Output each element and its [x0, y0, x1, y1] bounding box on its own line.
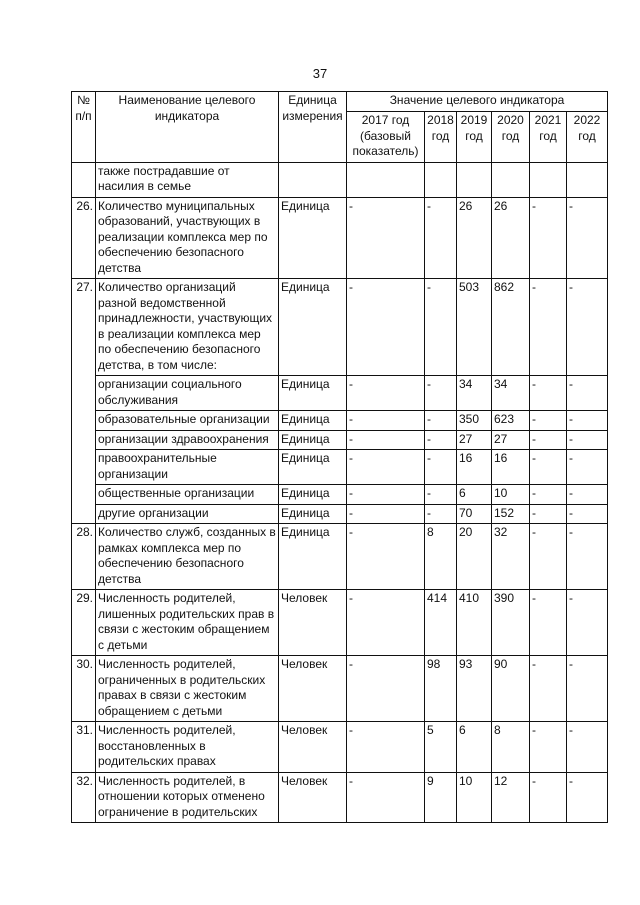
row-value: - — [347, 524, 425, 590]
row-value: - — [347, 450, 425, 485]
row-num — [72, 162, 96, 197]
header-year: 2022 год — [567, 112, 608, 163]
table-subrow — [72, 430, 608, 450]
row-value: - — [567, 485, 608, 505]
indicators-table — [71, 91, 608, 823]
table-body — [72, 162, 608, 823]
row-value: 10 — [457, 772, 492, 823]
row-value: - — [567, 450, 608, 485]
table-subrow — [72, 485, 608, 505]
row-value: 93 — [457, 656, 492, 722]
row-value: - — [347, 722, 425, 773]
row-num: 30. — [72, 656, 96, 722]
header-num: № п/п — [72, 92, 96, 163]
row-num: 32. — [72, 772, 96, 823]
row-value: 10 — [492, 485, 530, 505]
row-name: Количество организаций разной ведомственной принадлежности, участвующих в реализации комплекса мер по обеспечению безопасного детства, в том числе: — [96, 279, 279, 376]
row-name: Количество служб, созданных в рамках комплекса мер по обеспечению безопасного детства — [96, 524, 279, 590]
row-value: - — [567, 524, 608, 590]
row-value: - — [530, 450, 567, 485]
row-value: - — [425, 279, 457, 376]
row-value: 70 — [457, 504, 492, 524]
row-name: правоохранительные организации — [96, 450, 279, 485]
row-unit: Человек — [279, 772, 347, 823]
row-unit: Единица — [279, 279, 347, 376]
header-value-group: Значение целевого индикатора — [347, 92, 608, 112]
header-name: Наименование целевого индикатора — [96, 92, 279, 163]
row-unit: Человек — [279, 656, 347, 722]
row-value: 414 — [425, 590, 457, 656]
table-row — [72, 590, 608, 656]
row-value: - — [425, 376, 457, 411]
row-value: 9 — [425, 772, 457, 823]
row-value: - — [530, 524, 567, 590]
table-row — [72, 722, 608, 773]
table-subrow — [72, 411, 608, 431]
row-value: 16 — [492, 450, 530, 485]
row-value: 8 — [492, 722, 530, 773]
row-value: 12 — [492, 772, 530, 823]
row-value: - — [347, 279, 425, 376]
header-year: 2020 год — [492, 112, 530, 163]
row-value: - — [425, 430, 457, 450]
row-name: другие организации — [96, 504, 279, 524]
row-value: - — [347, 772, 425, 823]
row-value: 26 — [492, 197, 530, 279]
row-value: - — [567, 376, 608, 411]
row-value: - — [530, 772, 567, 823]
row-name: Численность родителей, в отношении которых отменено ограничение в родительских — [96, 772, 279, 823]
row-value: - — [347, 376, 425, 411]
row-value: 410 — [457, 590, 492, 656]
row-value: - — [347, 197, 425, 279]
row-num: 27. — [72, 279, 96, 524]
row-unit: Человек — [279, 722, 347, 773]
row-value: 5 — [425, 722, 457, 773]
row-value: 6 — [457, 485, 492, 505]
table-row-continuation — [72, 162, 608, 197]
row-name: образовательные организации — [96, 411, 279, 431]
header-year: 2018 год — [425, 112, 457, 163]
row-value: - — [530, 411, 567, 431]
row-unit: Единица — [279, 504, 347, 524]
row-name: организации здравоохранения — [96, 430, 279, 450]
row-value: - — [567, 722, 608, 773]
row-value: 350 — [457, 411, 492, 431]
row-value: - — [567, 197, 608, 279]
table-row — [72, 524, 608, 590]
row-name: Численность родителей, лишенных родительских прав в связи с жестоким обращением с детьми — [96, 590, 279, 656]
row-value: - — [347, 411, 425, 431]
row-unit: Единица — [279, 524, 347, 590]
page-number: 37 — [312, 66, 328, 81]
row-value: - — [347, 485, 425, 505]
table-subrow — [72, 376, 608, 411]
row-value: 20 — [457, 524, 492, 590]
table-row — [72, 772, 608, 823]
row-name: Количество муниципальных образований, участвующих в реализации комплекса мер по обеспечению безопасного детства — [96, 197, 279, 279]
row-num: 26. — [72, 197, 96, 279]
table-subrow — [72, 504, 608, 524]
row-value: 34 — [492, 376, 530, 411]
row-num: 31. — [72, 722, 96, 773]
row-value: 390 — [492, 590, 530, 656]
row-value: 27 — [492, 430, 530, 450]
row-value: - — [530, 590, 567, 656]
row-value: 32 — [492, 524, 530, 590]
table-row — [72, 197, 608, 279]
row-value: 503 — [457, 279, 492, 376]
row-unit: Единица — [279, 197, 347, 279]
row-value: - — [425, 485, 457, 505]
row-value: - — [567, 411, 608, 431]
row-value: - — [530, 197, 567, 279]
row-value: - — [347, 590, 425, 656]
row-unit: Единица — [279, 411, 347, 431]
row-value: 152 — [492, 504, 530, 524]
row-name: Численность родителей, восстановленных в родительских правах — [96, 722, 279, 773]
row-value: - — [530, 430, 567, 450]
row-unit: Единица — [279, 430, 347, 450]
row-value: 862 — [492, 279, 530, 376]
row-value: 8 — [425, 524, 457, 590]
table-row — [72, 656, 608, 722]
row-value: - — [347, 504, 425, 524]
header-year: 2021 год — [530, 112, 567, 163]
row-unit: Единица — [279, 450, 347, 485]
row-num: 29. — [72, 590, 96, 656]
header-year: 2017 год (базовый показатель) — [347, 112, 425, 163]
row-value: - — [567, 430, 608, 450]
table-header — [72, 92, 608, 163]
row-value: - — [530, 504, 567, 524]
row-value: 90 — [492, 656, 530, 722]
header-unit: Единица измерения — [279, 92, 347, 163]
table-row — [72, 279, 608, 376]
row-unit: Единица — [279, 485, 347, 505]
row-value: - — [530, 722, 567, 773]
row-value: - — [567, 656, 608, 722]
row-value: - — [567, 590, 608, 656]
row-value: - — [530, 656, 567, 722]
row-value: 98 — [425, 656, 457, 722]
row-value: - — [425, 504, 457, 524]
row-value: - — [425, 450, 457, 485]
row-name: также пострадавшие от насилия в семье — [96, 162, 279, 197]
row-value: 27 — [457, 430, 492, 450]
row-value: - — [567, 279, 608, 376]
row-value: - — [530, 279, 567, 376]
row-name: Численность родителей, ограниченных в родительских правах в связи с жестоким обращением с детьми — [96, 656, 279, 722]
row-value: 623 — [492, 411, 530, 431]
row-value: - — [347, 656, 425, 722]
table-subrow — [72, 450, 608, 485]
row-value: - — [530, 376, 567, 411]
row-value: - — [530, 485, 567, 505]
row-value: - — [567, 504, 608, 524]
row-value: - — [347, 430, 425, 450]
row-value: - — [425, 197, 457, 279]
row-num: 28. — [72, 524, 96, 590]
header-year: 2019 год — [457, 112, 492, 163]
row-name: общественные организации — [96, 485, 279, 505]
row-unit: Единица — [279, 376, 347, 411]
row-name: организации социального обслуживания — [96, 376, 279, 411]
row-value: - — [567, 772, 608, 823]
row-unit: Человек — [279, 590, 347, 656]
row-value: 26 — [457, 197, 492, 279]
row-value: - — [425, 411, 457, 431]
row-value: 6 — [457, 722, 492, 773]
row-value: 34 — [457, 376, 492, 411]
row-value: 16 — [457, 450, 492, 485]
